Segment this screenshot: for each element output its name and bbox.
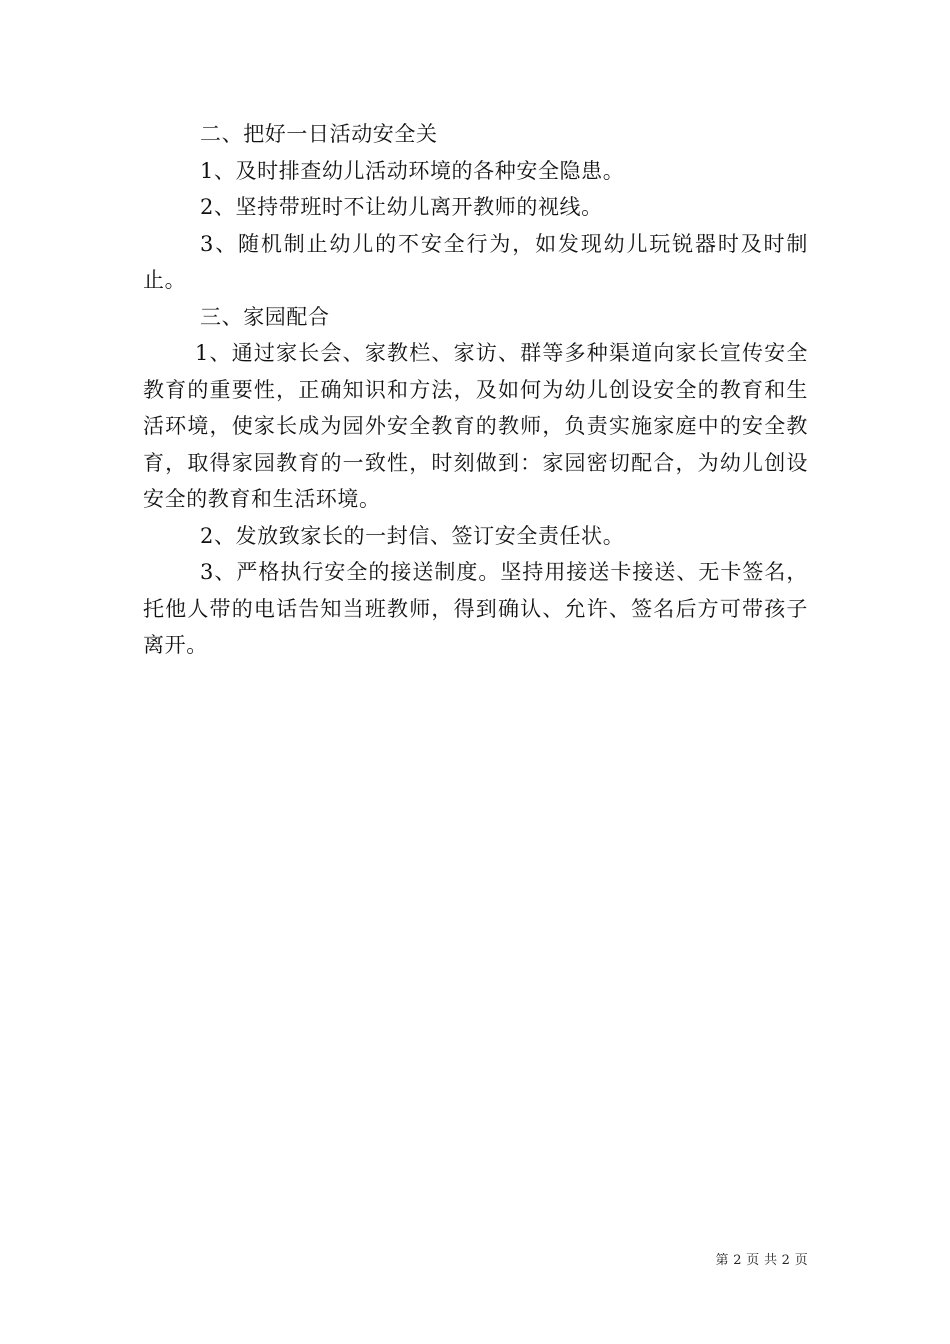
paragraph: 2、坚持带班时不让幼儿离开教师的视线。 [200, 195, 603, 219]
paragraph: 3、随机制止幼儿的不安全行为，如发现幼儿玩锐器时及时制止。 [143, 231, 808, 292]
page-number: 第 2 页 共 2 页 [715, 1253, 808, 1268]
paragraph: 1、及时排查幼儿活动环境的各种安全隐患。 [200, 158, 625, 183]
document-body [143, 116, 808, 664]
paragraph: 1、通过家长会、家教栏、家访、群等多种渠道向家长宣传安全教育的重要性，正确知识和方法，及如何为幼儿创设安全的教育和生活环境，使家长成为园外安全教育的教师，负责实施家庭中的安全教育，取得家园教育的一致性，时刻做到：家园密切配合，为幼儿创设安全的教育和生活环境。 [143, 341, 808, 511]
section-heading-cooperation: 三、家园配合 [200, 304, 330, 329]
paragraph: 2、发放致家长的一封信、签订安全责任状。 [200, 523, 625, 548]
paragraph: 3、严格执行安全的接送制度。坚持用接送卡接送、无卡签名，托他人带的电话告知当班教师，得到确认、允许、签名后方可带孩子离开。 [143, 560, 808, 657]
section-heading-safety: 二、把好一日活动安全关 [200, 122, 438, 146]
